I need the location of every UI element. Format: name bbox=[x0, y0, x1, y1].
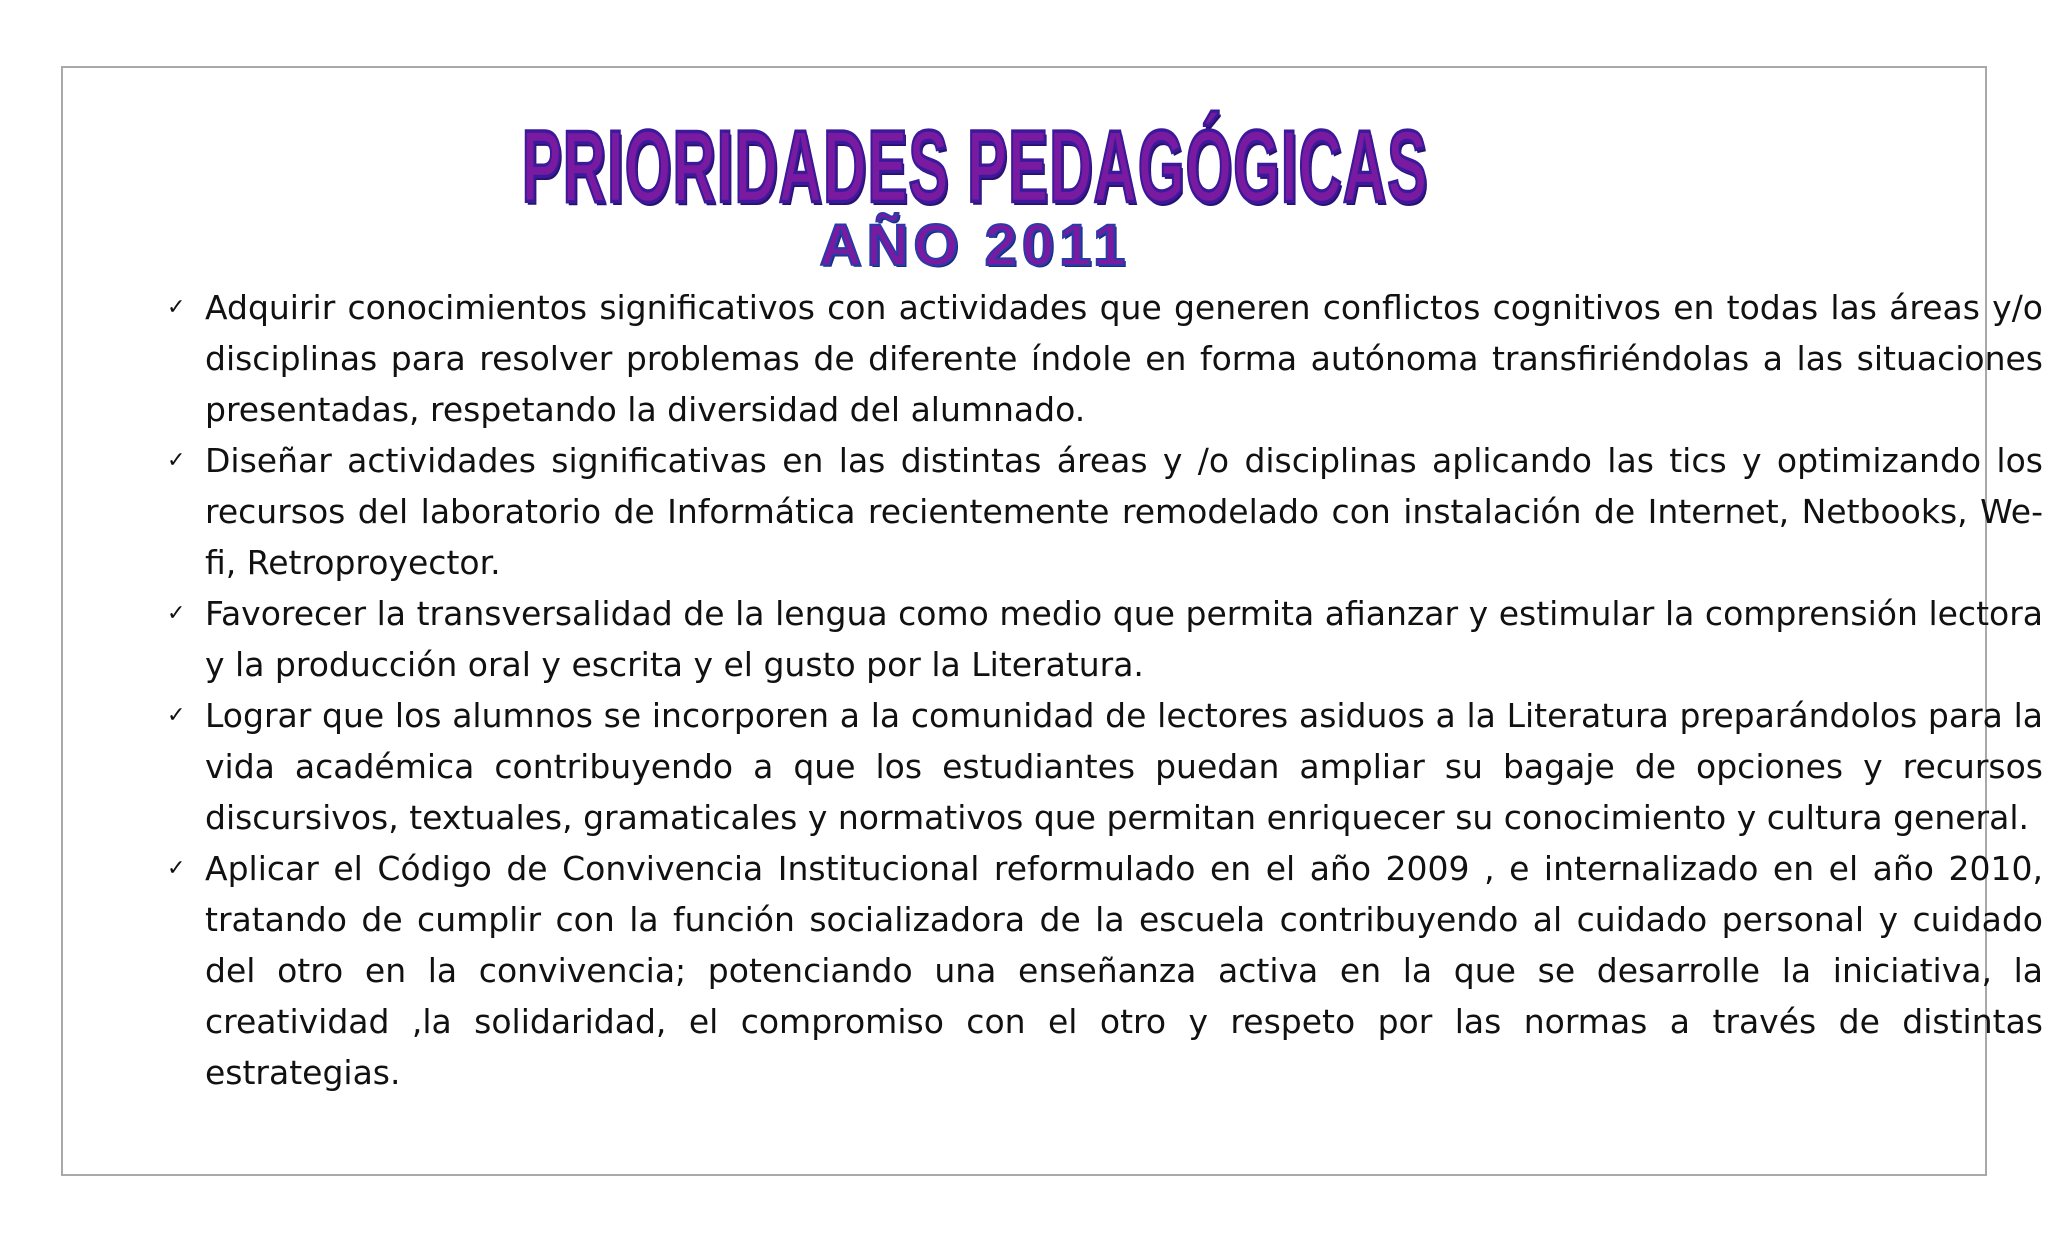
list-item-text: Diseñar actividades significativas en las distintas áreas y /o disciplinas aplicando las tics y optimizando los recursos del laboratorio de Informática recientemente remodelado con instalación de Internet, Netbooks, We-fi, Retroproyector. bbox=[205, 441, 2043, 582]
list-item bbox=[145, 282, 2043, 435]
list-item-text: Aplicar el Código de Convivencia Institucional reformulado en el año 2009 , e internalizado en el año 2010, tratando de cumplir con la función socializadora de la escuela contribuyendo al cuidado personal y cuidado del otro en la convivencia; potenciando una enseñanza activa en la que se desarrolle la iniciativa, la creatividad ,la solidaridad, el compromiso con el otro y respeto por las normas a través de distintas estrategias. bbox=[205, 849, 2043, 1092]
list-item-text: Favorecer la transversalidad de la lengua como medio que permita afianzar y estimular la comprensión lectora y la producción oral y escrita y el gusto por la Literatura. bbox=[205, 594, 2043, 684]
checkmark-icon: ✓ bbox=[167, 601, 186, 626]
list-item-text: Adquirir conocimientos significativos con actividades que generen conflictos cognitivos en todas las áreas y/o disciplinas para resolver problemas de diferente índole en forma autónoma transfiriéndolas a las situaciones presentadas, respetando la diversidad del alumnado. bbox=[205, 288, 2043, 429]
checkmark-icon: ✓ bbox=[167, 703, 186, 728]
checkmark-icon: ✓ bbox=[167, 856, 186, 881]
priorities-list bbox=[145, 282, 2043, 1098]
page-title: PRIORIDADES PEDAGÓGICAS bbox=[521, 109, 1429, 224]
subtitle-container bbox=[675, 212, 1275, 279]
list-item bbox=[145, 843, 2043, 1098]
checkmark-icon: ✓ bbox=[167, 448, 186, 473]
list-item bbox=[145, 690, 2043, 843]
list-item bbox=[145, 588, 2043, 690]
document-frame bbox=[61, 66, 2043, 1176]
checkmark-icon: ✓ bbox=[167, 295, 186, 320]
page-subtitle-year: AÑO 2011 bbox=[819, 213, 1131, 278]
list-item-text: Lograr que los alumnos se incorporen a la comunidad de lectores asiduos a la Literatura preparándolos para la vida académica contribuyendo a que los estudiantes puedan ampliar su bagaje de opciones y recursos discursivos, textuales, gramaticales y normativos que permitan enriquecer su conocimiento y cultura general. bbox=[205, 696, 2043, 837]
list-item bbox=[145, 435, 2043, 588]
title-container bbox=[475, 108, 1475, 224]
